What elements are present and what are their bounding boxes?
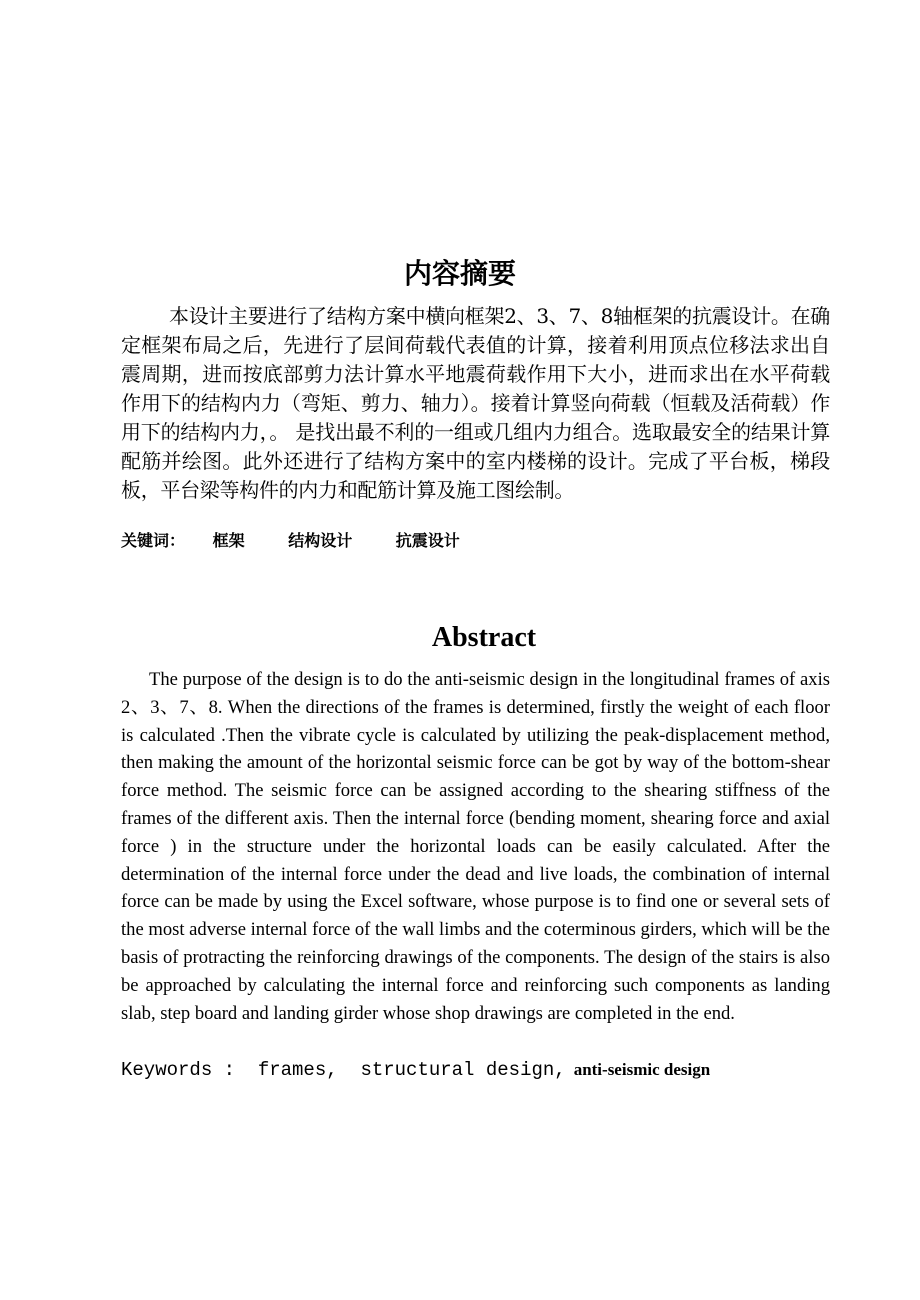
english-keyword-last: anti-seismic design — [573, 1060, 711, 1079]
english-keywords — [121, 1056, 710, 1084]
chinese-abstract-body: 本设计主要进行了结构方案中横向框架2、3、7、8轴框架的抗震设计。在确定框架布局之后，先进行了层间荷载代表值的计算，接着利用顶点位移法求出自震周期，进而按底部剪力法计算水平地震荷载作用下大小，进而求出在水平荷载作用下的结构内力（弯矩、剪力、轴力）。接着计算竖向荷载（恒载及活荷载）作用下的结构内力，。 是找出最不利的一组或几组内力组合。选取最安全的结果计算配筋并绘图。此外还进行了结构方案中的室内楼梯的设计。完成了平台板，梯段板，平台梁等构件的内力和配筋计算及施工图绘制。 — [121, 304, 830, 502]
chinese-keywords — [121, 529, 498, 553]
chinese-keywords-label: 关键词： — [121, 531, 186, 550]
english-keywords-prefix: Keywords : frames, structural design, — [121, 1059, 566, 1081]
chinese-keyword: 框架 — [212, 531, 245, 550]
english-abstract-body: The purpose of the design is to do the anti-seismic design in the longitudinal frames of axis 2、3、7、8. When the directions of the frames is determined, firstly the weight of each floor is calculated .Then the vibrate cycle is calculated by utilizing the peak-displacement method, then making the amount of the horizontal seismic force can be got by way of the bottom-shear force method. The seismic force can be assigned according to the shearing stiffness of the frames of the different axis. Then the internal force (bending moment, shearing force and axial force ) in the structure under the horizontal loads can be easily calculated. After the determination of the internal force under the dead and live loads, the combination of internal force can be made by using the Excel software, whose purpose is to find one or several sets of the most adverse internal force of the wall limbs and the coterminous girders, which will be the basis of protracting the reinforcing drawings of the components. The design of the stairs is also be approached by calculating the internal force and reinforcing such components as landing slab, step board and landing girder whose shop drawings are completed in the end. — [121, 669, 830, 1024]
chinese-keyword: 抗震设计 — [395, 531, 460, 550]
chinese-keyword: 结构设计 — [288, 531, 353, 550]
english-abstract-title: Abstract — [431, 622, 537, 653]
chinese-abstract-title: 内容摘要 — [403, 257, 516, 290]
